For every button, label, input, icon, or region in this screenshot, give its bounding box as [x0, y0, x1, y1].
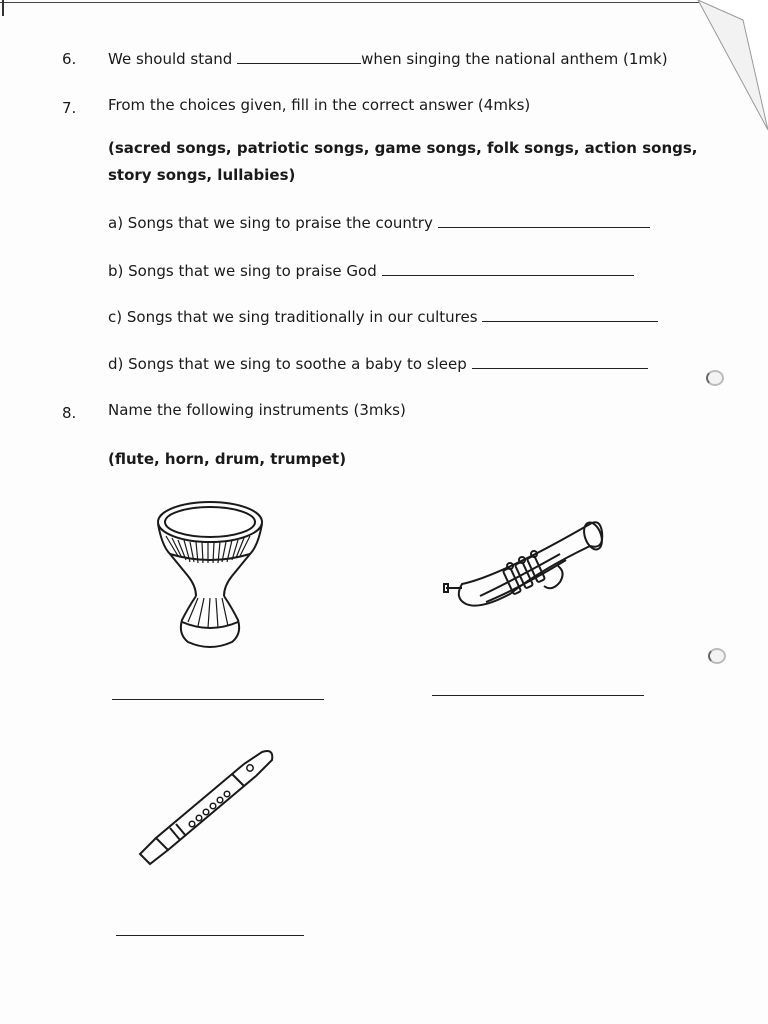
question-7-item-c	[108, 306, 658, 326]
question-7-prompt: From the choices given, fill in the correct answer (4mks)	[108, 96, 531, 114]
question-7-item-b-blank[interactable]	[382, 260, 634, 276]
question-7-item-b-text: b) Songs that we sing to praise God	[108, 262, 377, 280]
question-7-item-d-blank[interactable]	[472, 353, 648, 369]
question-6-text-before: We should stand	[108, 50, 233, 68]
flute-answer-line[interactable]	[116, 935, 304, 936]
question-6-line	[108, 48, 668, 68]
punch-hole-upper	[706, 370, 724, 386]
question-7-item-a	[108, 212, 650, 232]
question-7-item-c-text: c) Songs that we sing traditionally in our cultures	[108, 308, 478, 326]
folded-corner	[658, 0, 768, 130]
drum-answer-line[interactable]	[112, 699, 324, 700]
flute-drawing	[132, 746, 280, 870]
punch-hole-lower	[708, 648, 726, 664]
trumpet-answer-line[interactable]	[432, 695, 644, 696]
question-6-text-after: when singing the national anthem (1mk)	[361, 50, 668, 68]
question-8-prompt: Name the following instruments (3mks)	[108, 401, 406, 419]
question-6-number: 6.	[62, 50, 77, 68]
question-7-choices-line1: (sacred songs, patriotic songs, game songs, folk songs, action songs,	[108, 139, 698, 157]
trumpet-drawing	[440, 510, 610, 620]
question-7-item-d	[108, 353, 648, 373]
question-6-blank[interactable]	[237, 48, 361, 64]
drum-drawing	[148, 496, 274, 656]
question-7-number: 7.	[62, 99, 77, 117]
question-7-item-a-text: a) Songs that we sing to praise the country	[108, 214, 433, 232]
question-7-item-c-blank[interactable]	[482, 306, 658, 322]
question-8-number: 8.	[62, 404, 77, 422]
question-7-item-d-text: d) Songs that we sing to soothe a baby to sleep	[108, 355, 467, 373]
question-8-choices: (flute, horn, drum, trumpet)	[108, 450, 347, 468]
question-7-item-a-blank[interactable]	[438, 212, 650, 228]
page-top-edge	[0, 2, 768, 3]
question-7-choices-line2: story songs, lullabies)	[108, 166, 296, 184]
question-7-item-b	[108, 260, 634, 280]
page-left-mark	[2, 0, 4, 16]
